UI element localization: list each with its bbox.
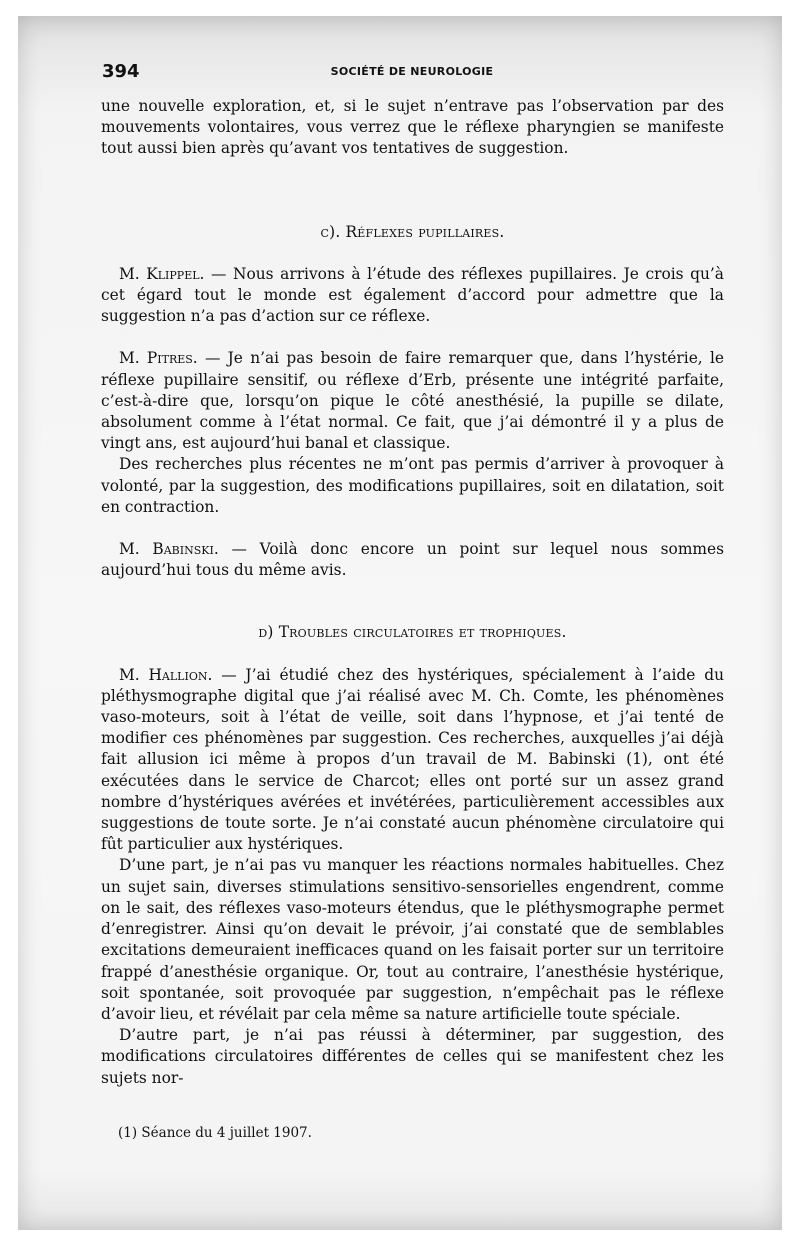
page-header xyxy=(102,61,722,85)
page-body xyxy=(101,96,724,1089)
paragraph-pitres: M. Pitres. — Je n’ai pas besoin de faire remarquer que, dans l’hystérie, le réflexe pupillaire sensitif, ou réflexe d’Erb, présente une intégrité parfaite, c’est-à-dire que, lorsqu’on pique le côté anesthésié, la pupille se dilate, absolument comme à l’état normal. Ce fait, que j’ai démontré il y a plus de vingt ans, est aujourd’hui banal et classique. xyxy=(101,349,724,453)
paragraph-klippel: M. Klippel. — Nous arrivons à l’étude des réflexes pupillaires. Je crois qu’à cet égard tout le monde est également d’accord pour admettre que la suggestion n’a pas d’action sur ce réflexe. xyxy=(101,264,724,326)
paragraph-hallion: M. Hallion. — J’ai étudié chez des hystériques, spécialement à l’aide du pléthysmographe digital que j’ai réalisé avec M. Ch. Comte, les phénomènes vaso-moteurs, soit à l’état de veille, soit dans l’hypnose, et j’ai tenté de modifier ces phénomènes par suggestion. Ces recherches, auxquelles j’ai déjà fait allusion ici même à propos d’un travail de M. Babinski (1), ont été exécutées dans le service de Charcot; elles ont porté sur un assez grand nombre d’hystériques avérées et invétérées, particulièrement accessibles aux suggestions de toute sorte. Je n’ai constaté aucun phénomène circulatoire qui fût particulier aux hystériques. xyxy=(101,665,724,854)
section-heading-c: c). Réflexes pupillaires. xyxy=(320,222,505,241)
section-heading-d: d) Troubles circulatoires et trophiques. xyxy=(258,623,567,642)
footnote: (1) Séance du 4 juillet 1907. xyxy=(118,1125,312,1141)
running-head: SOCIÉTÉ DE NEUROLOGIE xyxy=(330,65,494,78)
speaker-name: M. Pitres. xyxy=(119,349,198,368)
speaker-name: M. Babinski. xyxy=(119,540,219,559)
paragraph-babinski: M. Babinski. — Voilà donc encore un point sur lequel nous sommes aujourd’hui tous du même avis. xyxy=(101,540,725,580)
page-number: 394 xyxy=(102,61,140,82)
paragraph-pitres-2: Des recherches plus récentes ne m’ont pas permis d’arriver à provoquer à volonté, par la suggestion, des modifications pupillaires, soit en dilatation, soit en contraction. xyxy=(101,455,724,516)
paragraph-hallion-2: D’une part, je n’ai pas vu manquer les réactions normales habituelles. Chez un sujet sain, diverses stimulations sensitivo-sensorielles engendrent, comme on le sait, des réflexes vaso-moteurs étendus, que le pléthysmographe permet d’enregistrer. Ainsi qu’on devait le prévoir, j’ai constaté que de semblables excitations demeuraient inefficaces quand on les faisait porter sur un territoire frappé d’anesthésie organique. Or, tout au contraire, l’anesthésie hystérique, soit spontanée, soit provoquée par suggestion, n’empêchait pas le réflexe d’avoir lieu, et révélait par cela même sa nature artificielle toute spéciale. xyxy=(101,856,724,1023)
speaker-name: M. Klippel. xyxy=(119,264,205,283)
paragraph-continuation: une nouvelle exploration, et, si le sujet n’entrave pas l’observation par des mouvements volontaires, vous verrez que le réflexe pharyngien se manifeste tout aussi bien après qu’avant vos tentatives de suggestion. xyxy=(101,97,724,158)
speaker-name: M. Hallion. xyxy=(119,665,213,684)
paragraph-hallion-3: D’autre part, je n’ai pas réussi à déterminer, par suggestion, des modifications circulatoires différentes de celles qui se manifestent chez les sujets nor- xyxy=(101,1026,724,1087)
